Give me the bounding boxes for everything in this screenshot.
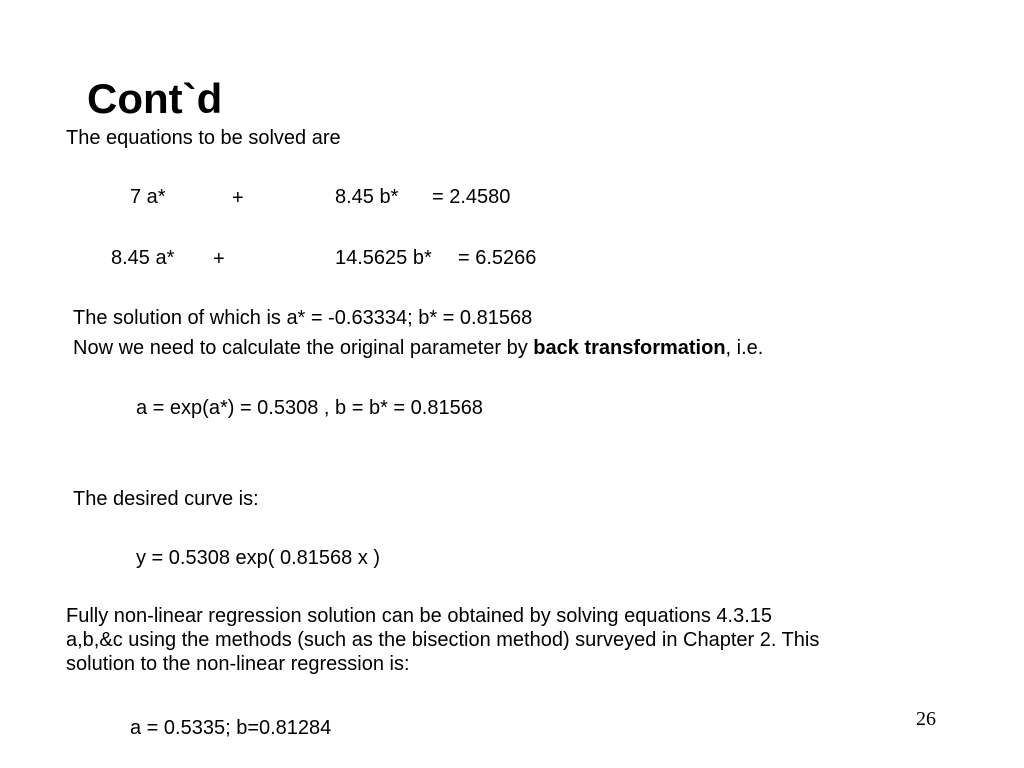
nonlinear-paragraph-line-1: Fully non-linear regression solution can be obtained by solving equations 4.3.15 <box>66 605 773 627</box>
back-transformation-text-before: Now we need to calculate the original parameter by <box>73 337 534 359</box>
equations-intro: The equations to be solved are <box>66 127 341 149</box>
equation-1-operator: + <box>232 187 244 209</box>
curve-equation: y = 0.5308 exp( 0.81568 x ) <box>136 547 381 569</box>
equation-2-result: = 6.5266 <box>458 247 537 269</box>
back-transformation-emphasis: back transformation <box>533 337 726 359</box>
equation-2-operator: + <box>213 248 225 270</box>
equation-1-right-term: 8.45 b* <box>335 186 399 208</box>
equation-1-left-term: 7 a* <box>130 186 166 208</box>
nonlinear-regression-paragraph <box>66 604 946 676</box>
page-number: 26 <box>916 708 936 730</box>
solution-line: The solution of which is a* = -0.63334; b* = 0.81568 <box>73 307 533 329</box>
slide-title: Cont`d <box>87 75 223 122</box>
equation-2-left-term: 8.45 a* <box>111 247 175 269</box>
equation-2-right-term: 14.5625 b* <box>335 247 432 269</box>
nonlinear-paragraph-line-2: a,b,&c using the methods (such as the bisection method) surveyed in Chapter 2. This <box>66 629 820 651</box>
back-transformation-text-after: , i.e. <box>725 337 764 359</box>
back-transformation-line <box>73 336 763 360</box>
final-solution: a = 0.5335; b=0.81284 <box>130 717 332 739</box>
curve-intro: The desired curve is: <box>73 488 259 510</box>
nonlinear-paragraph-line-3: solution to the non-linear regression is: <box>66 653 410 675</box>
equation-1-result: = 2.4580 <box>432 186 511 208</box>
transformed-values: a = exp(a*) = 0.5308 , b = b* = 0.81568 <box>136 397 483 419</box>
